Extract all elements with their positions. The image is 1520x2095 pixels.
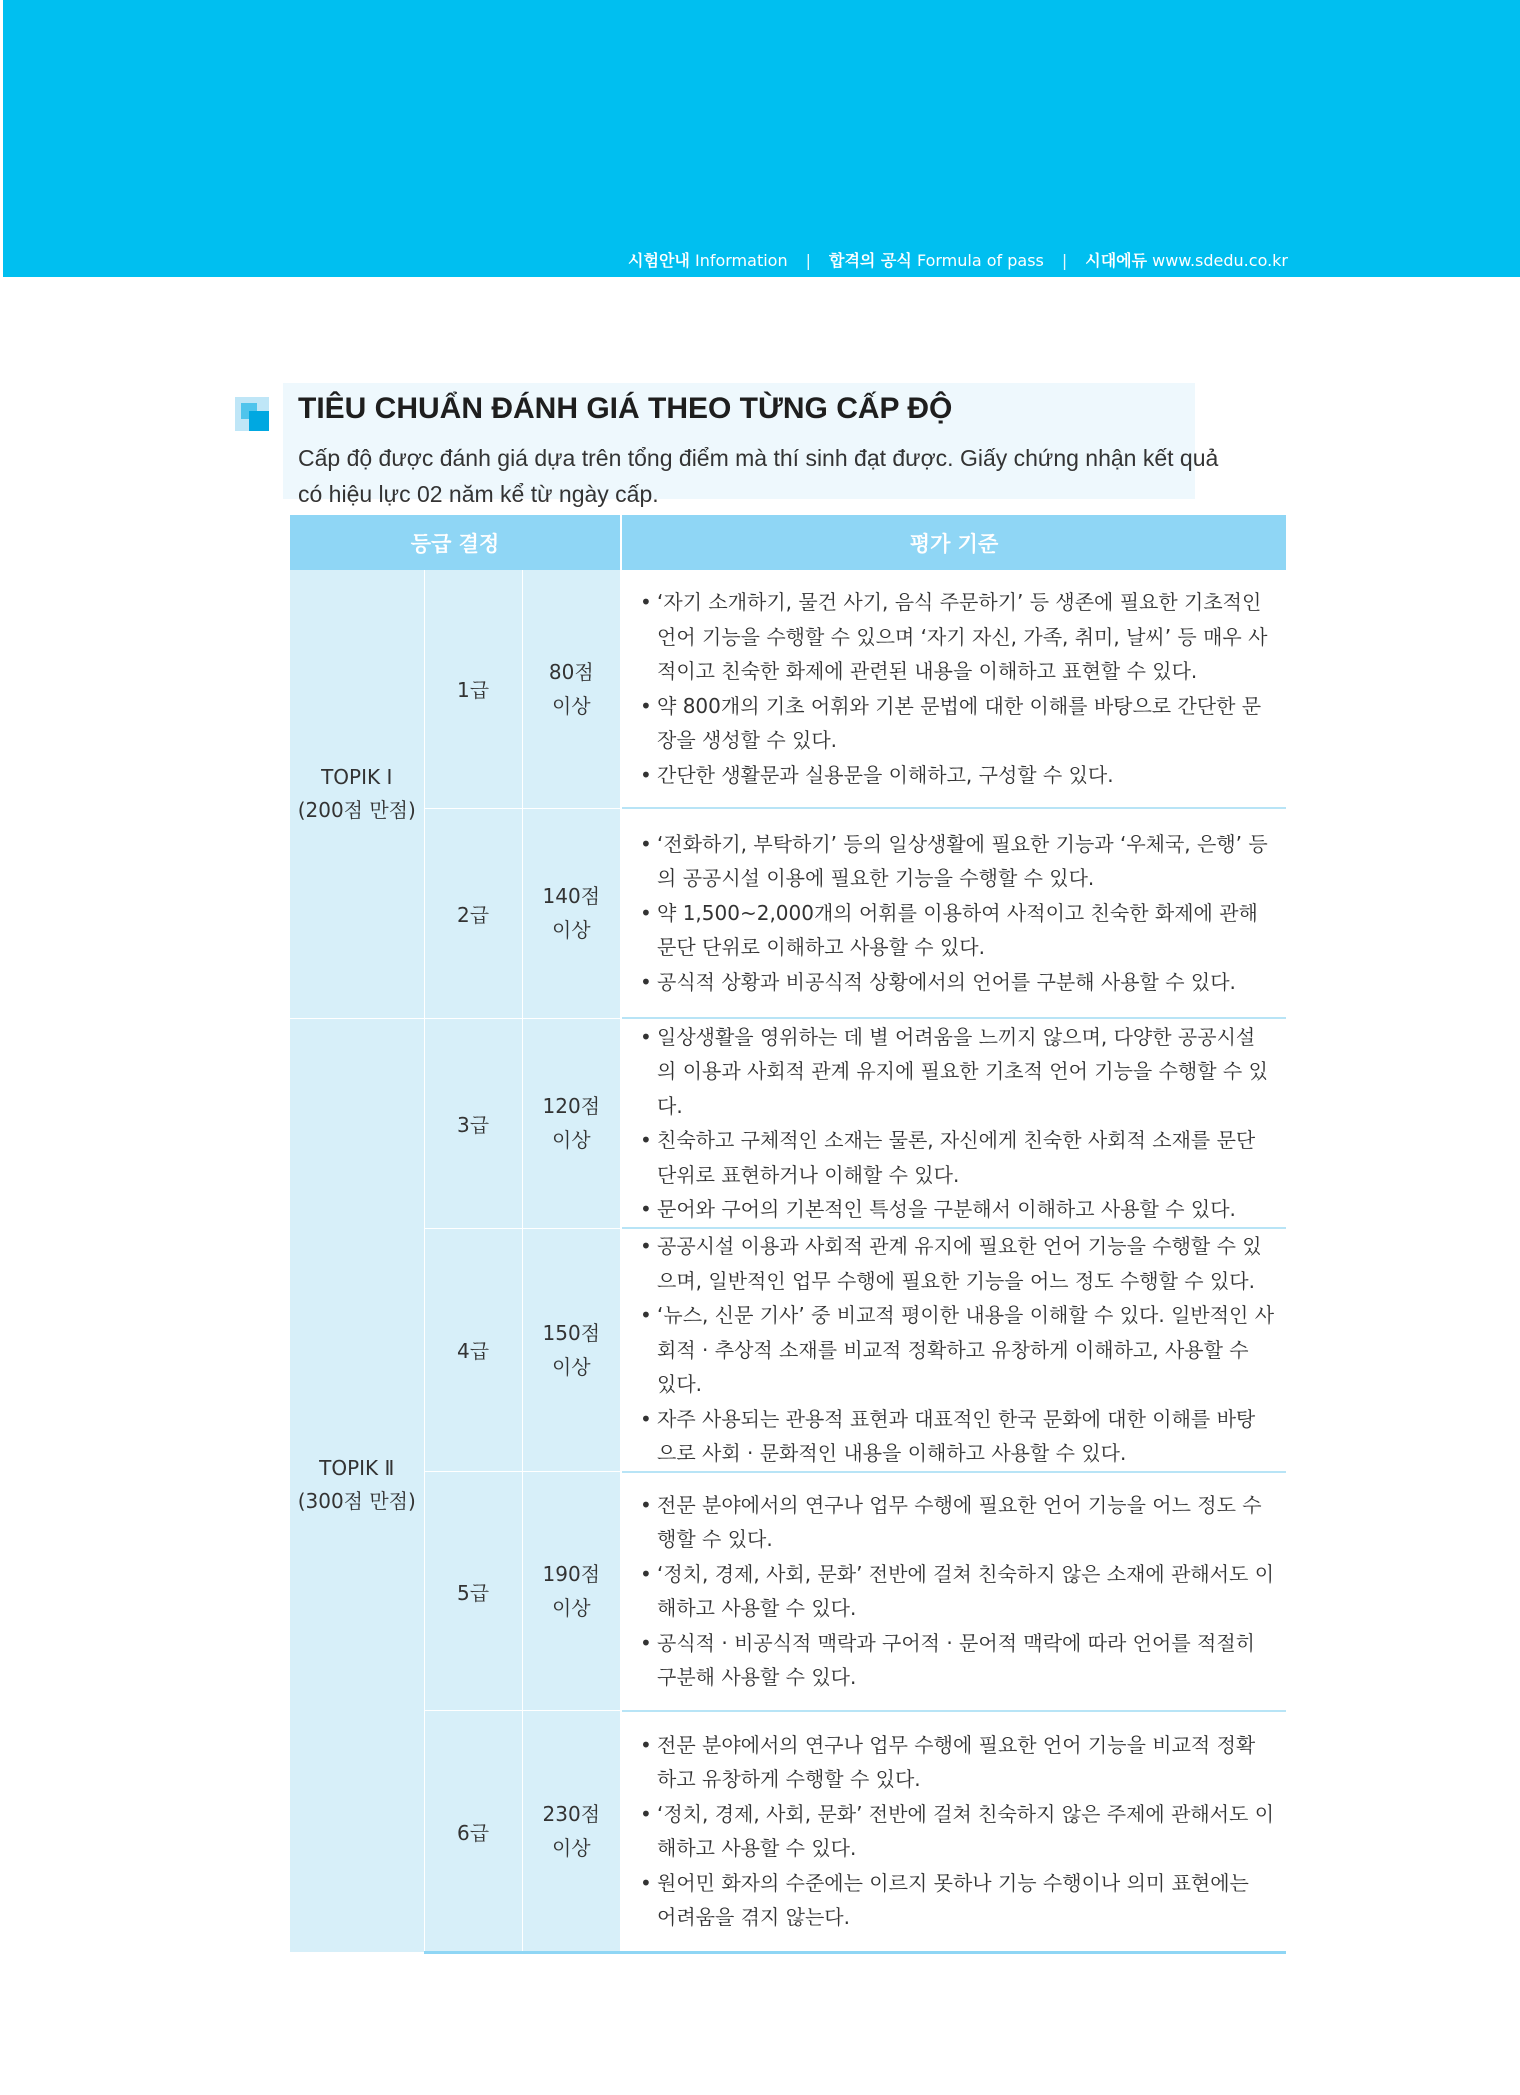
criteria-cell [621,1018,1286,1228]
score-suffix: 이상 [551,1836,591,1860]
grade-criteria-table [290,515,1286,1954]
criteria-item: • ‘정치, 경제, 사회, 문화’ 전반에 걸쳐 친숙하지 않은 주제에 관해서도 이해하고 사용할 수 있다. [640,1797,1274,1866]
score-value: 190점 [542,1562,601,1586]
header-banner [3,0,1520,277]
grade-cell: 4급 [424,1228,522,1472]
level-name: TOPIK Ⅰ [321,764,393,789]
criteria-item: • 전문 분야에서의 연구나 업무 수행에 필요한 언어 기능을 비교적 정확하고 유창하게 수행할 수 있다. [640,1728,1274,1797]
level-max-score: (200점 만점) [297,797,416,822]
criteria-item: • 원어민 화자의 수준에는 이르지 못하나 기능 수행이나 의미 표현에는 어려움을 겪지 않는다. [640,1866,1274,1935]
nav-item-website[interactable]: 시대에듀 www.sdedu.co.kr [1085,251,1288,270]
score-suffix: 이상 [551,693,591,718]
table-row [290,808,1286,1018]
criteria-cell [621,1472,1286,1711]
score-cell [522,1228,621,1472]
header-grade-decision: 등급 결정 [290,515,621,570]
criteria-item: • 공식적 · 비공식적 맥락과 구어적 · 문어적 맥락에 따라 언어를 적절히 구분해 사용할 수 있다. [640,1626,1274,1695]
criteria-item: • 자주 사용되는 관용적 표현과 대표적인 한국 문화에 대한 이해를 바탕으로 사회 · 문화적인 내용을 이해하고 사용할 수 있다. [640,1402,1274,1471]
criteria-item: • 친숙하고 구체적인 소재는 물론, 자신에게 친숙한 사회적 소재를 문단 단위로 표현하거나 이해할 수 있다. [640,1123,1274,1192]
section-subtitle: Cấp độ được đánh giá dựa trên tổng điểm mà thí sinh đạt được. Giấy chứng nhận kết quả có hiệu lực 02 năm kể từ ngày cấp. [298,445,1219,507]
score-value: 230점 [542,1802,601,1826]
criteria-item: • 간단한 생활문과 실용문을 이해하고, 구성할 수 있다. [640,758,1274,793]
table-row [290,570,1286,808]
criteria-item: • 공공시설 이용과 사회적 관계 유지에 필요한 언어 기능을 수행할 수 있으며, 일반적인 업무 수행에 필요한 기능을 어느 정도 수행할 수 있다. [640,1229,1274,1298]
section-title: TIÊU CHUẨN ĐÁNH GIÁ THEO TỪNG CẤP ĐỘ [298,392,953,425]
level-max-score: (300점 만점) [297,1489,416,1514]
grade-cell: 6급 [424,1711,522,1953]
score-suffix: 이상 [551,1354,591,1379]
score-cell [522,1711,621,1953]
section-square-icon [235,397,269,431]
criteria-cell [621,1711,1286,1953]
score-value: 120점 [542,1094,601,1118]
score-cell [522,570,621,808]
table-row [290,1018,1286,1228]
grade-cell: 2급 [424,808,522,1018]
table-header-row [290,515,1286,570]
criteria-cell [621,808,1286,1018]
criteria-item: • ‘전화하기, 부탁하기’ 등의 일상생활에 필요한 기능과 ‘우체국, 은행’ 등의 공공시설 이용에 필요한 기능을 수행할 수 있다. [640,827,1274,896]
table-row [290,1472,1286,1711]
level-cell-topik1 [290,570,424,1018]
criteria-item: • 약 1,500~2,000개의 어휘를 이용하여 사적이고 친숙한 화제에 관해 문단 단위로 이해하고 사용할 수 있다. [640,896,1274,965]
criteria-item: • ‘뉴스, 신문 기사’ 중 비교적 평이한 내용을 이해할 수 있다. 일반적인 사회적 · 추상적 소재를 비교적 정확하고 유창하게 이해하고, 사용할 수 있다. [640,1298,1274,1402]
score-suffix: 이상 [551,918,591,942]
header-evaluation-criteria: 평가 기준 [621,515,1286,570]
nav-item-formula[interactable]: 합격의 공식 Formula of pass [828,251,1044,270]
grade-cell: 5급 [424,1472,522,1711]
criteria-item: • 문어와 구어의 기본적인 특성을 구분해서 이해하고 사용할 수 있다. [640,1192,1274,1227]
score-cell [522,1018,621,1228]
criteria-item: • ‘정치, 경제, 사회, 문화’ 전반에 걸쳐 친숙하지 않은 소재에 관해서도 이해하고 사용할 수 있다. [640,1557,1274,1626]
criteria-item: • 일상생활을 영위하는 데 별 어려움을 느끼지 않으며, 다양한 공공시설의 이용과 사회적 관계 유지에 필요한 기초적 언어 기능을 수행할 수 있다. [640,1020,1274,1124]
nav-item-information[interactable]: 시험안내 Information [628,251,788,270]
score-cell [522,808,621,1018]
criteria-item: • 공식적 상황과 비공식적 상황에서의 언어를 구분해 사용할 수 있다. [640,965,1274,1000]
nav-separator: | [805,251,811,270]
nav-separator: | [1061,251,1068,270]
score-value: 80점 [548,659,594,684]
score-value: 140점 [542,884,601,908]
criteria-item: • ‘자기 소개하기, 물건 사기, 음식 주문하기’ 등 생존에 필요한 기초적인 언어 기능을 수행할 수 있으며 ‘자기 자신, 가족, 취미, 날씨’ 등 매우 사적이고 친숙한 화제에 관련된 내용을 이해하고 표현할 수 있다. [640,585,1274,689]
score-cell [522,1472,621,1711]
header-nav [628,248,1288,271]
score-suffix: 이상 [551,1596,591,1620]
score-suffix: 이상 [551,1128,591,1152]
criteria-item: • 약 800개의 기초 어휘와 기본 문법에 대한 이해를 바탕으로 간단한 문장을 생성할 수 있다. [640,689,1274,758]
criteria-item: • 전문 분야에서의 연구나 업무 수행에 필요한 언어 기능을 어느 정도 수행할 수 있다. [640,1488,1274,1557]
grade-cell: 1급 [424,570,522,808]
criteria-cell [621,570,1286,808]
table-row [290,1711,1286,1953]
grade-cell: 3급 [424,1018,522,1228]
level-name: TOPIK Ⅱ [319,1456,395,1481]
criteria-cell [621,1228,1286,1472]
level-cell-topik2 [290,1018,424,1953]
table-row [290,1228,1286,1472]
score-value: 150점 [542,1320,601,1345]
